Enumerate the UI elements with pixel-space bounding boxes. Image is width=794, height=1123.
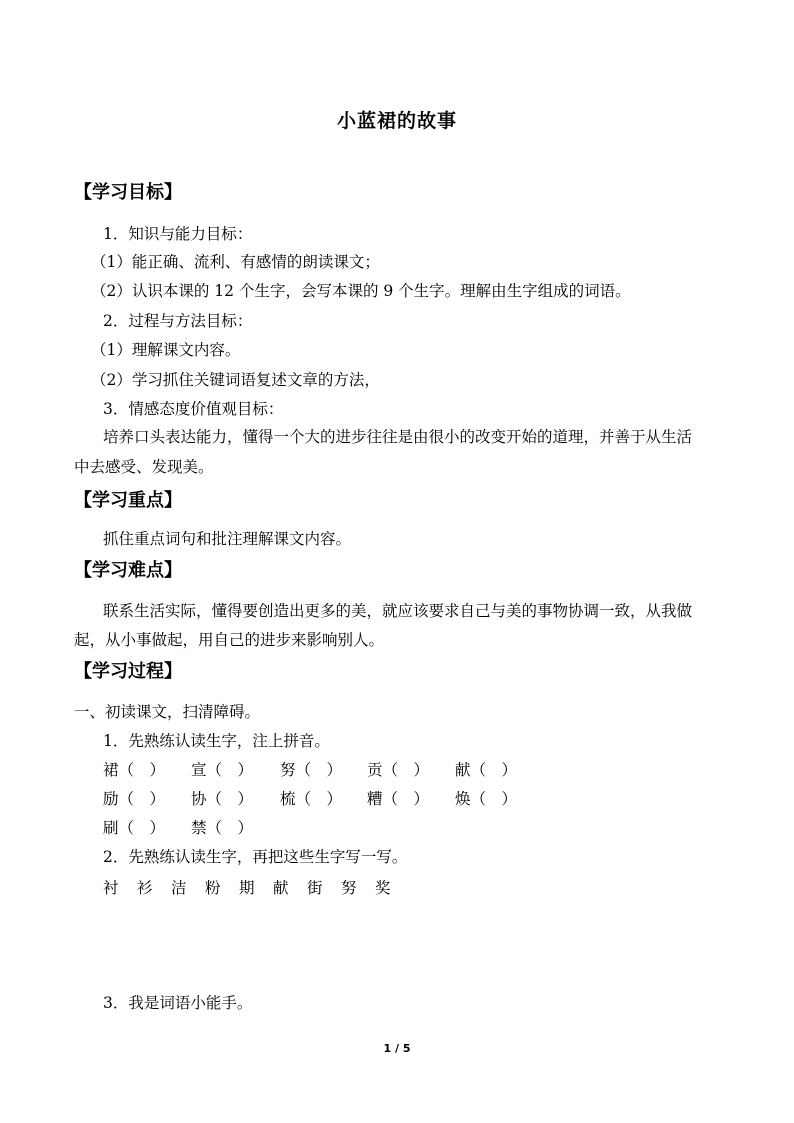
difficulties-line-2: 起，从小事做起，用自己的进步来影响别人。 bbox=[74, 631, 385, 649]
write-char: 粉 bbox=[205, 879, 221, 897]
pinyin-item: 贡（ ） bbox=[367, 761, 430, 779]
goal-3: 3．情感态度价值观目标： bbox=[103, 400, 284, 418]
write-char: 街 bbox=[307, 879, 323, 897]
pinyin-item: 献（ ） bbox=[455, 761, 518, 779]
pinyin-item: 禁（ ） bbox=[191, 819, 254, 837]
goal-2a: （1）理解课文内容。 bbox=[91, 341, 241, 359]
key-points-text: 抓住重点词句和批注理解课文内容。 bbox=[103, 530, 352, 548]
section-heading-difficulties: 【学习难点】 bbox=[74, 560, 182, 581]
process-question-3: 3．我是词语小能手。 bbox=[103, 994, 253, 1012]
pinyin-item: 宣（ ） bbox=[191, 761, 254, 779]
pinyin-item: 梳（ ） bbox=[280, 790, 343, 808]
write-char: 衬 bbox=[103, 879, 119, 897]
pinyin-item: 努（ ） bbox=[280, 761, 343, 779]
pinyin-item: 裙（ ） bbox=[103, 761, 166, 779]
section-heading-process: 【学习过程】 bbox=[74, 661, 182, 682]
pinyin-item: 刷（ ） bbox=[103, 819, 166, 837]
page-number: 1 / 5 bbox=[383, 1042, 411, 1055]
process-question-2: 2．先熟练认读生字，再把这些生字写一写。 bbox=[103, 848, 408, 866]
write-char: 衫 bbox=[137, 879, 153, 897]
section-heading-goals: 【学习目标】 bbox=[74, 182, 182, 203]
goal-3b: 中去感受、发现美。 bbox=[74, 458, 214, 476]
goal-3a: 培养口头表达能力，懂得一个大的进步往往是由很小的改变开始的道理，并善于从生活 bbox=[103, 428, 693, 446]
pinyin-item: 协（ ） bbox=[191, 790, 254, 808]
process-question-1: 1．先熟练认读生字，注上拼音。 bbox=[103, 732, 330, 750]
pinyin-item: 糟（ ） bbox=[367, 790, 430, 808]
goal-2b: （2）学习抓住关键词语复述文章的方法， bbox=[91, 371, 380, 389]
difficulties-line-1: 联系生活实际，懂得要创造出更多的美，就应该要求自己与美的事物协调一致，从我做 bbox=[103, 602, 693, 620]
write-char: 献 bbox=[273, 879, 289, 897]
pinyin-item: 励（ ） bbox=[103, 790, 166, 808]
process-part-1: 一、初读课文，扫清障碍。 bbox=[74, 703, 261, 721]
pinyin-item: 焕（ ） bbox=[455, 790, 518, 808]
section-heading-key-points: 【学习重点】 bbox=[74, 490, 182, 511]
goal-1b: （2）认识本课的 12 个生字，会写本课的 9 个生字。理解由生字组成的词语。 bbox=[91, 282, 631, 300]
write-char: 洁 bbox=[171, 879, 187, 897]
goal-2: 2．过程与方法目标： bbox=[103, 312, 253, 330]
goal-1a: （1）能正确、流利、有感情的朗读课文； bbox=[91, 253, 380, 271]
goal-1: 1．知识与能力目标： bbox=[103, 225, 253, 243]
write-char: 期 bbox=[239, 879, 255, 897]
page-title: 小蓝裙的故事 bbox=[336, 110, 457, 132]
write-char: 努 bbox=[341, 879, 357, 897]
write-char: 奖 bbox=[375, 879, 391, 897]
